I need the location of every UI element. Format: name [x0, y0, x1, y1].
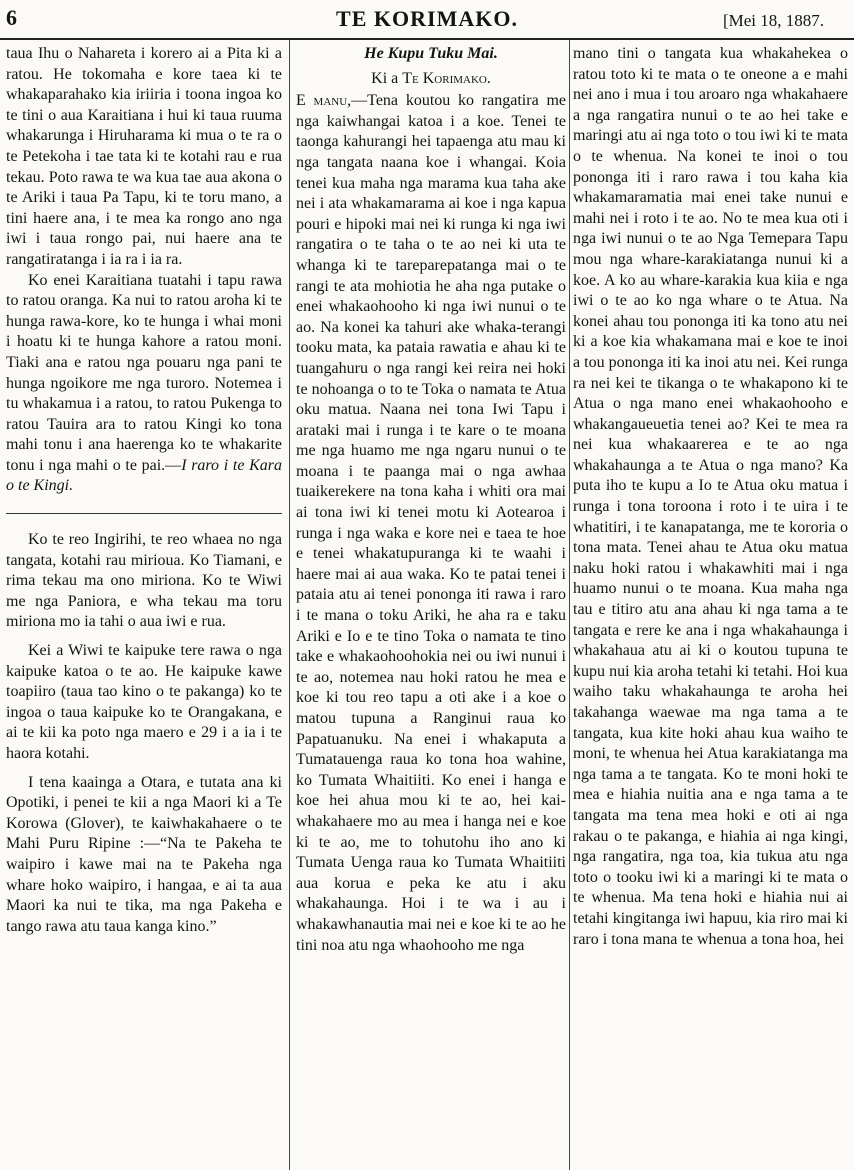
- addressee-prefix: Ki a: [371, 69, 403, 87]
- issue-date: [Mei 18, 1887.: [722, 11, 824, 30]
- letter-body: ,—Tena koutou ko rangatira me nga kaiwhangai katoa i a koe. Tenei te taonga kahurangi hei tapaenga atu mau ki nga tangata naana koe i whangai. Koia tenei kua maha nga marama kua taha ake nei i ata whakamarama ai koe i nga kapua pouri e hipoki mai nei ki runga ki nga iwi rangatira o te taha o te ao nei ki uta te whanga ki te tareparepatanga mai o te rangi te ata mohiotia he aha nga putake o enei whakaohooho ki nga iwi nunui o te ao. Na konei ka tahuri ake whaka-terangi tooku mata, ka pataia rawatia e ahau ki te tuangahuru o nga rangi kei reira nei hoki te nohoanga o to te Toka o namata te Atua oku matua. Naana nei tona Iwi Tapu i arataki mai i runga i te kare o te moana me nga huamo me nga ngaru nunui o te moana i te paanga mai o nga awhaa tuaikerekere na tona kaha i whiti ora mai ai tona iwi ki tenei motu ki Aotearoa i runga i nga waka e kore nei e taea te hoe e tenei whakatupuranga ki te waahi i haere mai ai aua waka. Ko te patai tenei i pataia atu ai tenei pononga iti rawa i raro i te mana o toku Ariki, he aha ra e taku Ariki e Io e te tino Toka o namata te tino take e whakaohoohokia nei ou iwi nunui i te ao, notemea nau hoki ratou he mea e koe ki tou reo tapu a oti ake i a koe o matou tupuna a Ranginui raua ko Papatuanuku. Na enei i whakaputa a Tumatauenga raua ko tona hoa wahine, ko Tumata Whaitiiti. Ko enei i hanga e koe hei ahua mou ki te ao, hei kai-whakahaere mo au mea i hanga nei e koe ki te ao, me to tohutohu iho ano ki Tumata Uenga raua ko Tumata Whaitiiti aua korua e peka ke atu i aku whakahaunga. Hoi i te wa i au i whakawhanautia mai nei e koe ki te ao he tini noa atu nga whaohooho me nga: [296, 92, 566, 954]
- page-header: [0, 0, 854, 40]
- article-separator: [6, 513, 282, 514]
- article-paragraph: taua Ihu o Nahareta i korero ai a Pita ki a ratou. He tokomaha e kore taea ki te whakaparahako kia iriiria i toona ingoa ko te tini o aua Karaitiana i hui ki taua ruuma whakarunga i Hiruharama ki mua o te ra o te Petekoha i tae tata ki te kotahi rau e rua tekau. Poto rawa te wa kua tae aua akona o te Ariki i taua Pa Tapu, ki te toru mano, a tini haere ana, i te mea ka rongo ano nga iwi i taua rongo pai, nui haere ana te rangatiratanga i ia ra i ia ra.: [6, 45, 282, 268]
- letter-paragraph: mano tini o tangata kua whakahekea o ratou toto ki te mata o te oneone a e mahi nei ano i mua i tou aroaro nga whakahaere a nga rangatira nunui o te ao hei take e maringi atu ai nga toto o tou iwi ki te mata o te whenua. Na konei te inoi o tou pononga iti i raro rawa i tou kaha kia whakamaramatia mai enei take nunui e mahi nei i roto i te ao. No te mea kua oti i nga iwi nunui o te ao Nga Temepara Tapu mou nga whare-karakiatanga nunui ki a koe. A ko au whare-karakia kua kiia e nga iwi o te ao ko nga whare o te Atua. Na konei ahau tou pononga iti ka tono atu nei ki a koe kia whakamana mai e koe te inoi a tou pononga iti ka inoi atu nei. Kei runga ra nei kei te tikanga o te whakapono ki te Atua o nga mano enei whakaohooho e whakangaueuetia tenei ao? Kei te mea ra nei kua whakaarerea e te ao nga whakahaunga a te Atua o nga mano? Ka puta iho te kupu a Io te Atua oku matua i runga i tona toroona i roto i te uira i te whatitiri, i te kanapatanga, me te kororia o tona mata. Tenei ahau te Atua oku matua naku hoki ratou i whakawhiti mai i nga huamo nunui o te moana. Kua maha nga tau e titiro atu ana ahau ki nga tama a te tangata e rere ke ana i nga whakahaunga i whakahaua atu ai ki o koutou tupuna te kupu nui kia aroha tetahi ki tetahi. Hoi kua waiho taku whakahaunga te aroha hei takahanga waewae ma nga tama a te tangata, kua kite hoki ahau kua waiho te moni, te whenua hei Atua karakiatanga ma nga tama a te tangata. Ko te moni hoki te mea e hiahia nuitia ana e nga tama a te tangata ma tena mea hoki e oti ai nga rakau o te pakanga, e hiahia ai nga kingi, nga rangatira, nga toa, kia tukua atu nga toto o tooku iwi ki a maringi ki te mata o te whenua. Ma tena hoki e hiahia nui ai tetahi kingitanga iwi hapuu, kia riro mai ki raro i tona mana te whenua a tona hoa, hei: [573, 45, 848, 948]
- letter-salutation: E manu: [296, 92, 348, 110]
- article-paragraph: [6, 271, 282, 498]
- header-rule: [0, 38, 854, 40]
- article-source: I raro i te Kara o te Kingi.: [6, 456, 282, 495]
- column-2: [296, 44, 566, 1168]
- letter-paragraph: [296, 91, 566, 956]
- letter-addressee: [296, 69, 566, 90]
- letter-heading: He Kupu Tuku Mai.: [364, 45, 498, 62]
- masthead-title: TE KORIMAKO.: [336, 6, 518, 31]
- article-paragraph: I tena kaainga a Otara, e tutata ana ki Opotiki, i penei te kii a nga Maori ki a Te Korowa (Glover), te kaiwhakahaere o te Mahi Puru Ripine :—“Na te Pakeha te waipiro i kawe mai na te Pakeha nga whare hoko waipiro, i hangaa, e ai ta aua Maori ka nui te tika, ma nga Pakeha e tango rawa atu taua kanga kino.”: [6, 773, 282, 935]
- column-rule-2: [569, 40, 570, 1170]
- column-1: [6, 44, 282, 1168]
- addressee-name: Te Korimako.: [402, 69, 491, 87]
- page-number: 6: [6, 5, 17, 30]
- article-text: Ko enei Karaitiana tuatahi i tapu rawa to ratou oranga. Ka nui to ratou aroha ki te hunga rawa-kore, ko te hunga i whai moni i hoatu ki te hunga kahore a ratou moni. Tiaki ana e ratou nga pouaru nga pani te hunga ngoikore me nga turoro. Notemea i tu whakamua i a ratou, to ratou Pukenga to ratou Tauira ara to ratou Kingi ko tona mahi tonu i ana haerenga ko te whakarite tonu i nga mahi o te pai.—: [6, 271, 282, 474]
- article-paragraph: Kei a Wiwi te kaipuke tere rawa o nga kaipuke katoa o te ao. He kaipuke kawe toapiiro (taua tao kino o te pakanga) ko te ingoa o taua kaipuke ko te Orangakana, e ai te kii ka poto nga maero e 29 i a ia i te haora kotahi.: [6, 642, 282, 762]
- column-rule-1: [289, 40, 290, 1170]
- article-paragraph: Ko te reo Ingirihi, te reo whaea no nga tangata, kotahi rau mirioua. Ko Tiamani, e rima tekau ma ono miriona. Ko te Wiwi me nga Paniora, e wha tekau ma toru miriona mo ia tahi o aua iwi e rua.: [6, 531, 282, 631]
- column-3: [573, 44, 848, 1168]
